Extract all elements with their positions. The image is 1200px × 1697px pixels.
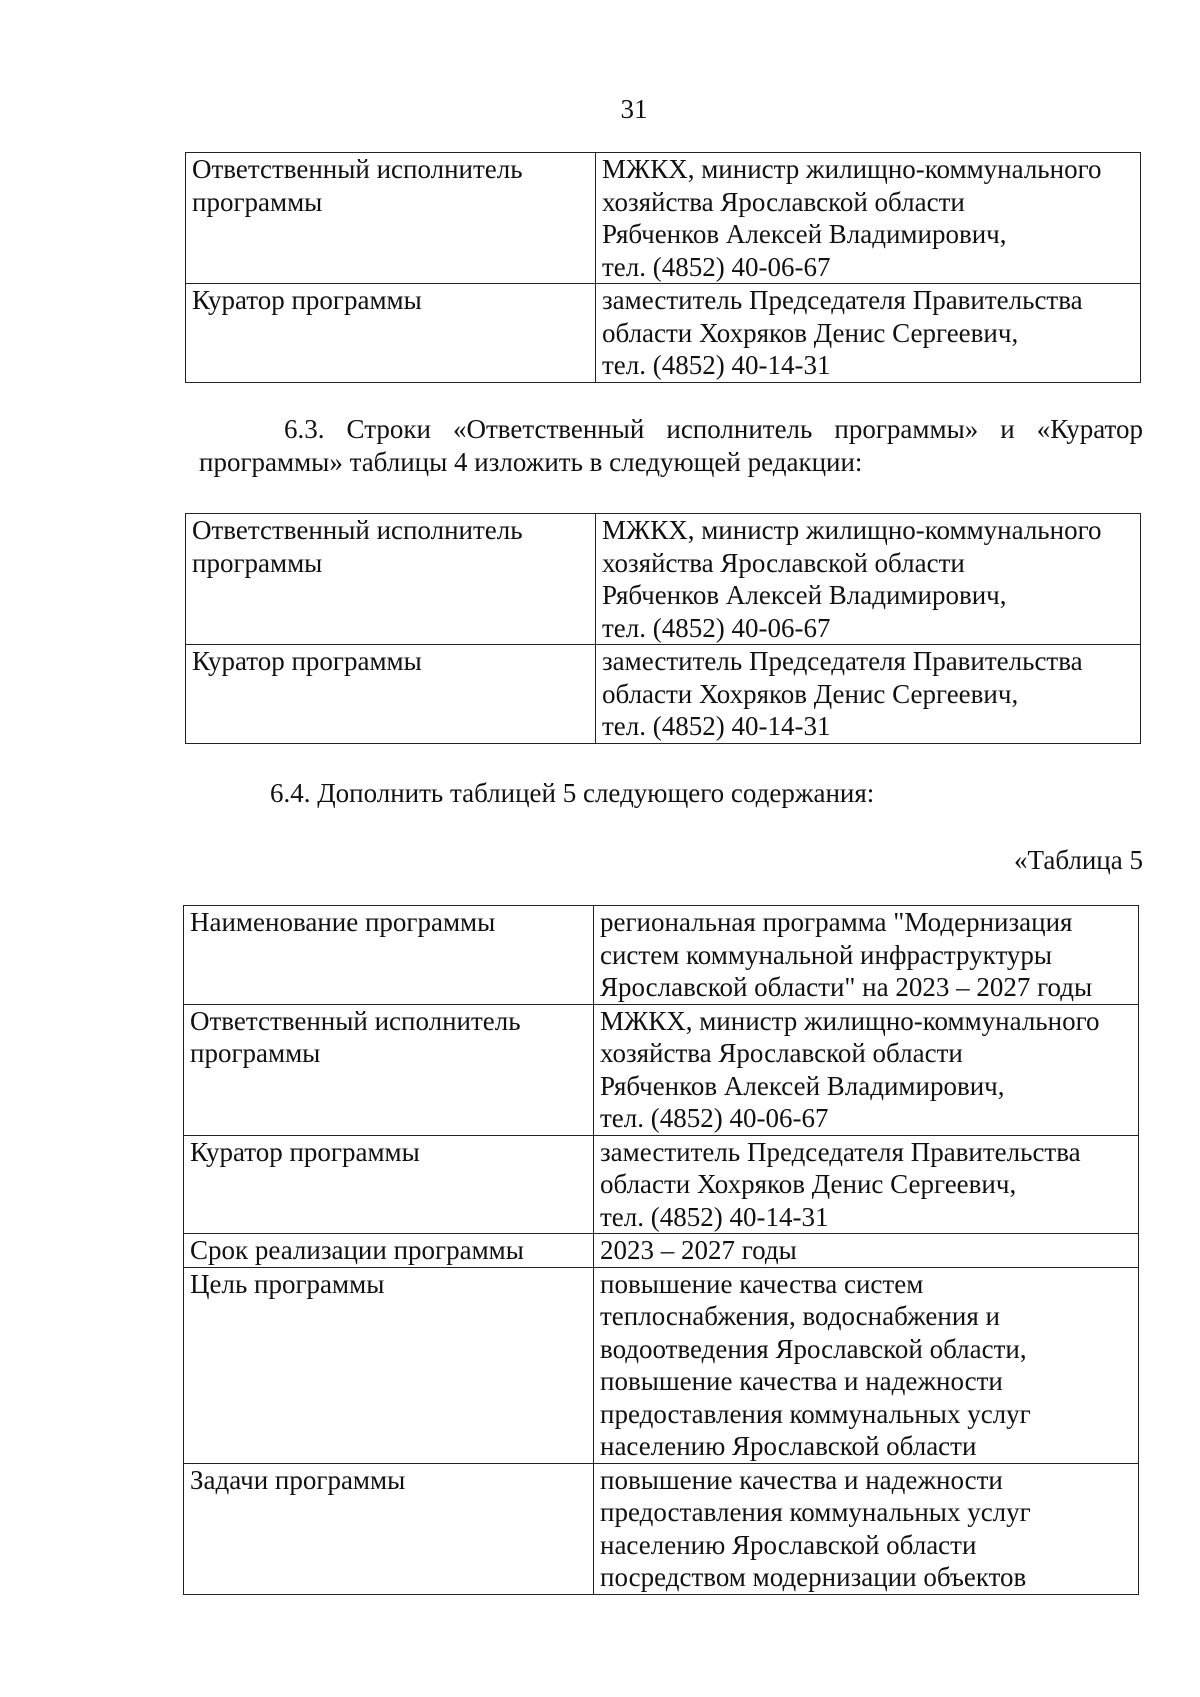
row-value-responsible: МЖКХ, министр жилищно-коммунального хозяйства Ярославской области Рябченков Алексей Владимирович, тел. (4852) 40-06-67 xyxy=(594,1004,1139,1135)
table-row xyxy=(184,1267,1139,1463)
table-row xyxy=(184,1135,1139,1234)
row-value-goal: повышение качества систем теплоснабжения, водоснабжения и водоотведения Ярославской области, повышение качества и надежности предоставления коммунальных услуг населению Ярославской области xyxy=(594,1267,1139,1463)
paragraph-6-3: 6.3. Строки «Ответственный исполнитель программы» и «Куратор программы» таблицы 4 изложить в следующей редакции: xyxy=(199,414,1143,477)
table-row xyxy=(186,514,1141,645)
table-row xyxy=(186,153,1141,284)
table-row xyxy=(186,284,1141,383)
row-label-responsible: Ответственный исполнитель программы xyxy=(186,153,596,284)
row-label-period: Срок реализации программы xyxy=(184,1234,594,1268)
row-value-curator: заместитель Председателя Правительства области Хохряков Денис Сергеевич, тел. (4852) 40-14-31 xyxy=(596,645,1141,744)
table-program-responsibles-b xyxy=(185,513,1141,744)
row-label-curator: Куратор программы xyxy=(184,1135,594,1234)
row-label-program-name: Наименование программы xyxy=(184,906,594,1005)
page-number: 31 xyxy=(620,94,648,124)
table-row xyxy=(186,645,1141,744)
row-value-responsible: МЖКХ, министр жилищно-коммунального хозяйства Ярославской области Рябченков Алексей Владимирович, тел. (4852) 40-06-67 xyxy=(596,153,1141,284)
row-value-program-name: региональная программа "Модернизация систем коммунальной инфраструктуры Ярославской области" на 2023 – 2027 годы xyxy=(594,906,1139,1005)
row-label-responsible: Ответственный исполнитель программы xyxy=(184,1004,594,1135)
table-program-responsibles-a xyxy=(185,152,1141,383)
table-row xyxy=(184,1004,1139,1135)
row-value-responsible: МЖКХ, министр жилищно-коммунального хозяйства Ярославской области Рябченков Алексей Владимирович, тел. (4852) 40-06-67 xyxy=(596,514,1141,645)
table-row xyxy=(184,906,1139,1005)
row-label-curator: Куратор программы xyxy=(186,645,596,744)
table-row xyxy=(184,1463,1139,1594)
table-5 xyxy=(183,905,1139,1595)
paragraph-6-4: 6.4. Дополнить таблицей 5 следующего содержания: xyxy=(270,778,875,808)
row-value-curator: заместитель Председателя Правительства области Хохряков Денис Сергеевич, тел. (4852) 40-14-31 xyxy=(596,284,1141,383)
table-row xyxy=(184,1234,1139,1268)
row-label-goal: Цель программы xyxy=(184,1267,594,1463)
row-value-curator: заместитель Председателя Правительства области Хохряков Денис Сергеевич, тел. (4852) 40-14-31 xyxy=(594,1135,1139,1234)
row-label-responsible: Ответственный исполнитель программы xyxy=(186,514,596,645)
row-label-tasks: Задачи программы xyxy=(184,1463,594,1594)
row-value-period: 2023 – 2027 годы xyxy=(594,1234,1139,1268)
row-value-tasks: повышение качества и надежности предоставления коммунальных услуг населению Ярославской области посредством модернизации объектов xyxy=(594,1463,1139,1594)
row-label-curator: Куратор программы xyxy=(186,284,596,383)
table-5-label: «Таблица 5 xyxy=(1014,845,1143,875)
